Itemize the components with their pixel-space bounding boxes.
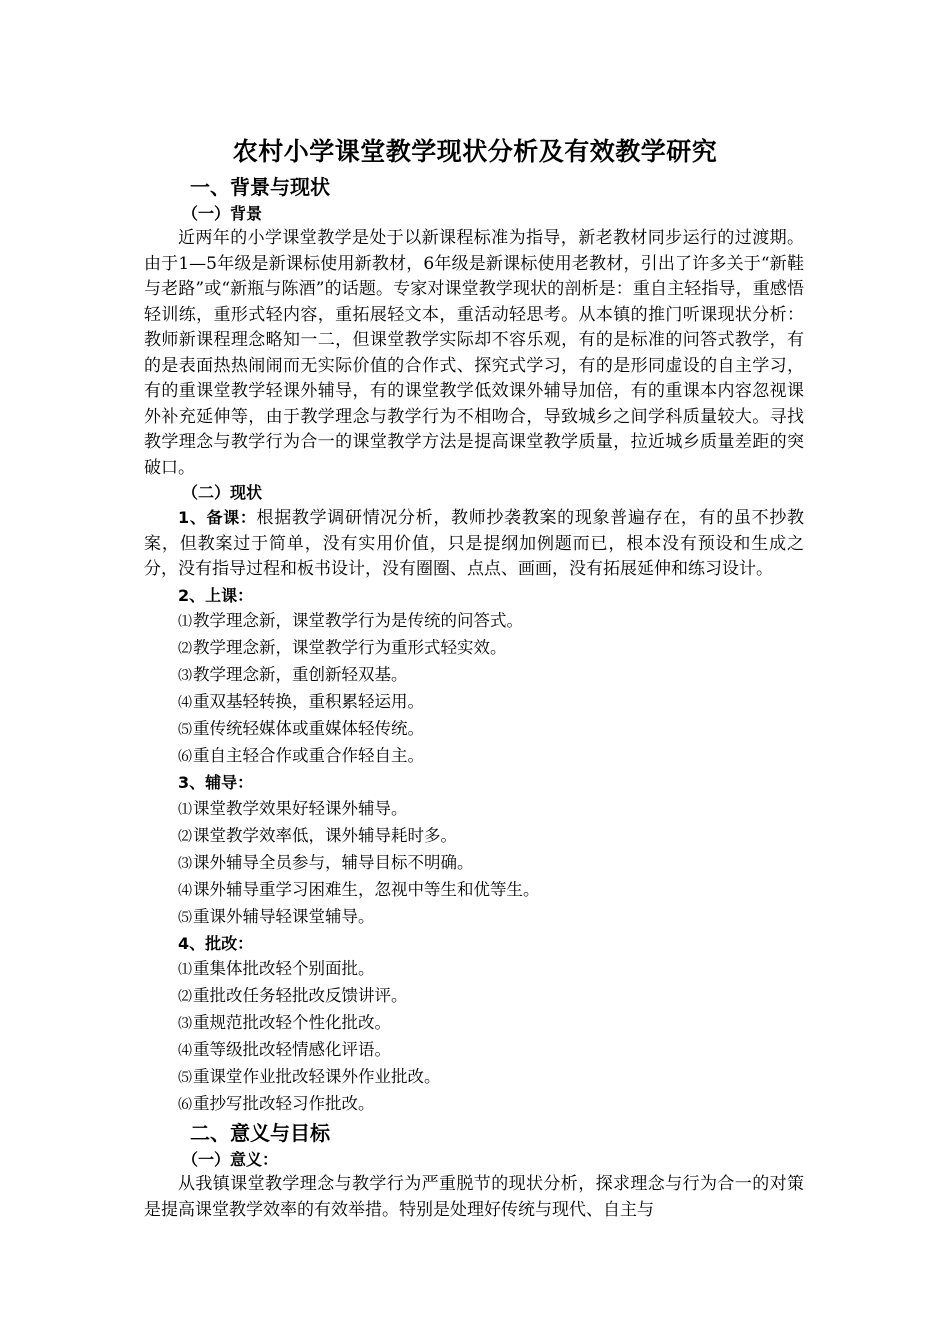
- list-item-number: ⑷: [178, 695, 192, 711]
- list-item-text: 重规范批改轻个性化批改。: [193, 1013, 391, 1032]
- list-item-number: ⑴: [178, 962, 192, 978]
- list-item-number: ⑵: [178, 828, 192, 845]
- list-item: [144, 662, 804, 689]
- list-item: [144, 877, 804, 904]
- list-item-text: 教学理念新，重创新轻双基。: [193, 665, 408, 684]
- list-group-heading: 3、辅导：: [178, 773, 254, 792]
- list-item-text: 重课外辅导轻课堂辅导。: [193, 906, 375, 926]
- subsection-heading-status: （二）现状: [182, 483, 263, 502]
- list-item: [144, 689, 804, 716]
- list-item: [144, 850, 804, 877]
- list-item-text: 重等级批改轻情感化评语。: [193, 1040, 391, 1059]
- lesson-prep-text: 根据教学调研情况分析，教师抄袭教案的现象普遍存在，有的虽不抄教案，但教案过于简单，没有实用价值，只是提纲加例题而已，根本没有预设和生成之分，没有指导过程和板书设计，没有圈圈、点点、画画，没有拓展延伸和练习设计。: [144, 508, 804, 579]
- list-item-text: 重自主轻合作或重合作轻自主。: [193, 746, 424, 765]
- list-item-number: ⑹: [178, 1097, 192, 1113]
- list-item-text: 重课堂作业批改轻课外作业批改。: [193, 1067, 441, 1086]
- list-item: [144, 608, 804, 635]
- list-item-number: ⑶: [178, 855, 192, 872]
- list-item-text: 重集体批改轻个别面批。: [193, 959, 375, 978]
- list-item-text: 重双基轻转换，重积累轻运用。: [193, 692, 424, 711]
- list-item: [144, 1091, 804, 1118]
- list-item-number: ⑷: [178, 1043, 192, 1059]
- list-item: [144, 796, 804, 823]
- list-item: [144, 983, 804, 1010]
- list-item: [144, 823, 804, 850]
- section-heading-background: 一、背景与现状: [190, 175, 330, 199]
- list-item-number: ⑴: [178, 801, 192, 818]
- list-item: [144, 1010, 804, 1037]
- list-item-text: 课外辅导重学习困难生，忽视中等生和优等生。: [193, 879, 540, 899]
- list-item: [144, 904, 804, 931]
- list-item-number: ⑶: [178, 1016, 192, 1032]
- subsection-heading-background: （一）背景: [182, 204, 263, 223]
- list-item-number: ⑸: [178, 1070, 192, 1086]
- list-item-text: 教学理念新，课堂教学行为是传统的问答式。: [193, 611, 523, 630]
- list-item: [144, 743, 804, 770]
- list-item-number: ⑷: [178, 882, 192, 899]
- list-item-text: 课堂教学效率低，课外辅导耗时多。: [193, 825, 457, 845]
- list-item-number: ⑶: [178, 668, 192, 684]
- list-item-text: 课外辅导全员参与，辅导目标不明确。: [193, 852, 474, 872]
- list-item-text: 重抄写批改轻习作批改。: [193, 1094, 375, 1113]
- list-group-heading: 2、上课：: [178, 585, 254, 605]
- list-group-heading: 4、批改：: [178, 933, 254, 953]
- list-item-number: ⑵: [178, 641, 192, 657]
- background-paragraph: 近两年的小学课堂教学是处于以新课程标准为指导，新老教材同步运行的过渡期。由于1—5年级是新课标使用新教材，6年级是新课标使用老教材，引出了许多关于“新鞋与老路”或“新瓶与陈酒”的话题。专家对课堂教学现状的剖析是：重自主轻指导，重感悟轻训练，重形式轻内容，重拓展轻文本，重活动轻思考。从本镇的推门听课现状分析：教师新课程理念略知一二，但课堂教学实际却不容乐观，有的是标准的问答式教学，有的是表面热热闹闹而无实际价值的合作式、探究式学习，有的是形同虚设的自主学习，有的重课堂教学轻课外辅导，有的课堂教学低效课外辅导加倍，有的重课本内容忽视课外补充延伸等，由于教学理念与教学行为不相吻合，导致城乡之间学科质量较大。寻找教学理念与教学行为合一的课堂教学方法是提高课堂教学质量，拉近城乡质量差距的突破口。: [144, 228, 804, 478]
- section-heading-significance: 二、意义与目标: [190, 1121, 330, 1145]
- list-item: [144, 1064, 804, 1091]
- list-item: [144, 635, 804, 662]
- list-item-number: ⑸: [178, 909, 192, 926]
- list-item-text: 教学理念新，课堂教学行为重形式轻实效。: [193, 638, 507, 657]
- list-item: [144, 956, 804, 983]
- list-item-number: ⑵: [178, 989, 192, 1005]
- significance-paragraph: 从我镇课堂教学理念与教学行为严重脱节的现状分析，探求理念与行为合一的对策是提高课堂教学效率的有效举措。特别是处理好传统与现代、自主与: [144, 1174, 804, 1220]
- list-item-number: ⑴: [178, 614, 192, 630]
- lesson-prep-paragraph: [144, 505, 804, 583]
- list-item: [144, 716, 804, 743]
- lesson-prep-label: 1、备课：: [178, 508, 257, 527]
- list-item-text: 重批改任务轻批改反馈讲评。: [193, 986, 408, 1005]
- subsection-heading-significance: （一）意义：: [182, 1150, 279, 1169]
- list-item-text: 课堂教学效果好轻课外辅导。: [193, 798, 408, 818]
- list-item-text: 重传统轻媒体或重媒体轻传统。: [193, 719, 424, 738]
- status-groups: [144, 583, 804, 1119]
- list-item-number: ⑹: [178, 749, 192, 765]
- list-item: [144, 1037, 804, 1064]
- list-item-number: ⑸: [178, 722, 192, 738]
- document-body: [144, 172, 804, 1223]
- document-title: 农村小学课堂教学现状分析及有效教学研究: [232, 137, 718, 166]
